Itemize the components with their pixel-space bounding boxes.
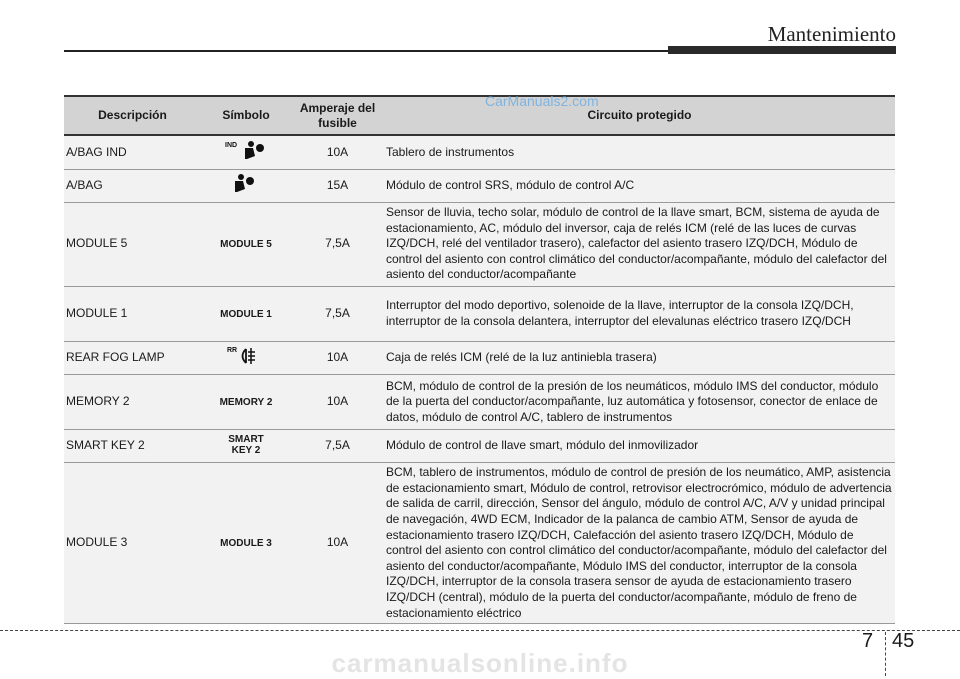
chapter-number: 7 — [862, 630, 874, 652]
row-symbol — [201, 135, 291, 169]
row-symbol — [201, 202, 291, 286]
row-symbol — [201, 430, 291, 463]
airbag-ind-icon — [223, 138, 269, 162]
table-row — [64, 375, 895, 430]
table-header-row — [64, 96, 895, 135]
row-amperage: 10A — [291, 341, 384, 375]
row-circuit: Módulo de control SRS, módulo de control A/C — [384, 169, 895, 202]
row-amperage: 10A — [291, 135, 384, 169]
row-circuit: Caja de relés ICM (relé de la luz antiniebla trasera) — [384, 341, 895, 375]
module-1-label: MODULE 1 — [220, 308, 272, 320]
row-description: MODULE 5 — [64, 202, 201, 286]
rear-fog-lamp-icon — [226, 344, 266, 368]
section-title: Mantenimiento — [767, 22, 896, 46]
footer-rule — [0, 630, 960, 631]
row-circuit: Módulo de control de llave smart, módulo del inmovilizador — [384, 430, 895, 463]
row-amperage: 10A — [291, 463, 384, 624]
row-description: REAR FOG LAMP — [64, 341, 201, 375]
row-symbol — [201, 463, 291, 624]
row-circuit: BCM, módulo de control de la presión de los neumáticos, módulo IMS del conductor, módulo de la puerta del conductor/acompañante, luz automática y fotosensor, conector de enlace de datos, módulo de control A/C, tablero de instrumentos — [384, 375, 895, 430]
page-number: 45 — [892, 630, 915, 652]
table-row — [64, 286, 895, 341]
svg-text:RR: RR — [227, 346, 238, 354]
row-circuit: BCM, tablero de instrumentos, módulo de control de presión de los neumático, AMP, asistencia de estacionamiento smart, Módulo de control, retrovisor electrocrómico, módulo de advertencia de salida de carril, dirección, Sensor del ángulo, módulo de control A/C, A/V y unidad principal de navegación, 4WD ECM, Indicador de la palanca de cambio ATM, Sensor de ayuda de estacionamiento trasero IZQ/DCH, Calefacción del asiento trasero IZQ/DCH, Módulo de control del asiento con control climático del conductor/acompañante, módulo del calefactor del asiento del conductor/acompañante, Módulo IMS del conductor, interruptor de la consola IZQ/DCH, interruptor de la consola trasera sensor de ayuda de estacionamiento trasero IZQ/DCH (central), módulo de la puerta del conductor/acompañante, módulo de freno de estacionamiento eléctrico — [384, 463, 895, 624]
row-circuit: Tablero de instrumentos — [384, 135, 895, 169]
fuse-table — [64, 95, 895, 624]
row-amperage: 7,5A — [291, 430, 384, 463]
header-amperage: Amperaje del fusible — [291, 96, 384, 135]
table-row — [64, 169, 895, 202]
row-symbol — [201, 286, 291, 341]
header-accent-bar — [668, 46, 896, 54]
module-3-label: MODULE 3 — [220, 538, 272, 550]
table-row — [64, 135, 895, 169]
header-description: Descripción — [64, 96, 201, 135]
row-amperage: 7,5A — [291, 202, 384, 286]
row-description: SMART KEY 2 — [64, 430, 201, 463]
airbag-icon — [231, 172, 261, 194]
table-row — [64, 202, 895, 286]
row-description: A/BAG IND — [64, 135, 201, 169]
row-description: MODULE 1 — [64, 286, 201, 341]
row-amperage: 7,5A — [291, 286, 384, 341]
row-symbol — [201, 341, 291, 375]
header-symbol: Símbolo — [201, 96, 291, 135]
memory-2-label: MEMORY 2 — [219, 397, 273, 409]
row-symbol — [201, 375, 291, 430]
row-amperage: 10A — [291, 375, 384, 430]
module-5-label: MODULE 5 — [220, 239, 272, 251]
row-description: MEMORY 2 — [64, 375, 201, 430]
table-row — [64, 430, 895, 463]
row-description: A/BAG — [64, 169, 201, 202]
row-description: MODULE 3 — [64, 463, 201, 624]
table-row — [64, 341, 895, 375]
row-symbol — [201, 169, 291, 202]
row-circuit: Sensor de lluvia, techo solar, módulo de control de la llave smart, BCM, sistema de ayuda de estacionamiento, AC, módulo del inversor, caja de relés ICM (relé de las luces de curvas IZQ/DCH, relé del ventilador trasero), calefactor del asiento trasero IZQ/DCH, Módulo de control del asiento con control climático del conductor/acompañante, módulo del calefactor del asiento del conductor/acompañante — [384, 202, 895, 286]
header-circuit: Circuito protegido — [384, 96, 895, 135]
watermark: CarManuals2.com — [485, 93, 599, 109]
row-amperage: 15A — [291, 169, 384, 202]
svg-text:IND: IND — [225, 142, 238, 149]
table-row — [64, 463, 895, 624]
row-circuit: Interruptor del modo deportivo, solenoide de la llave, interruptor de la consola IZQ/DCH, interruptor de la consola delantera, interruptor del elevalunas eléctrico trasero IZQ/DCH — [384, 286, 895, 341]
smart-key-2-label: SMART KEY 2 — [228, 434, 264, 457]
bottom-watermark: carmanualsonline.info — [331, 648, 629, 678]
